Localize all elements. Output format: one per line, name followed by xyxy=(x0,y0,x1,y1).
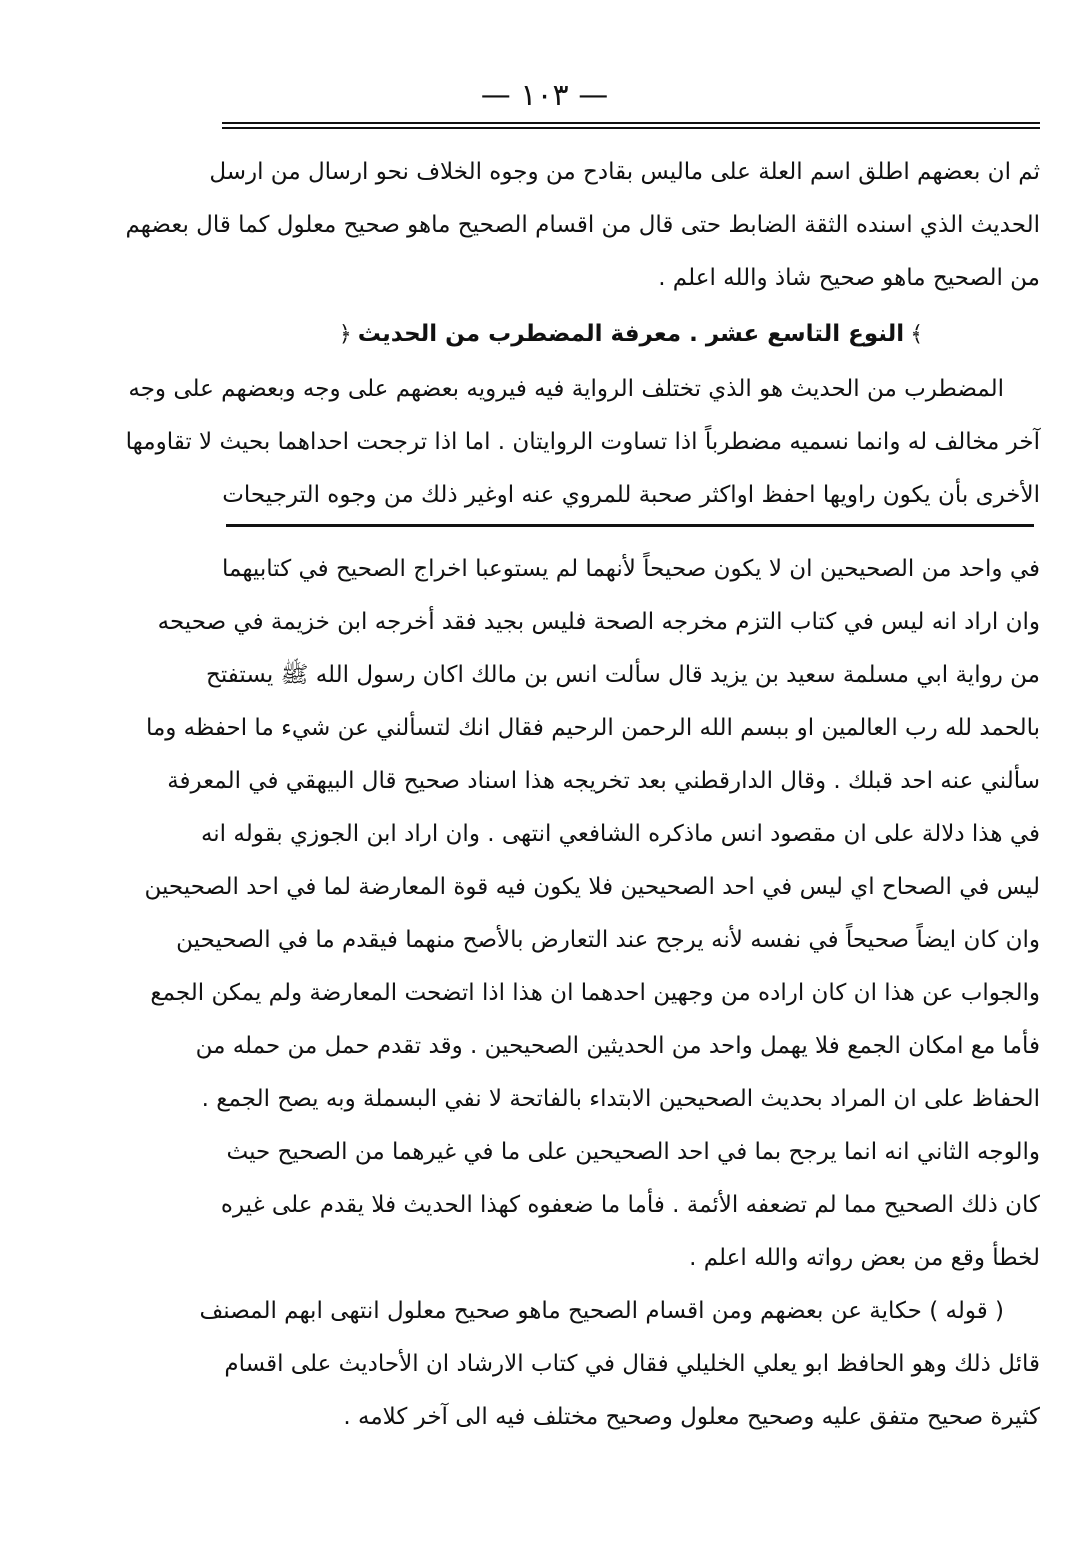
text-line: في هذا دلالة على ان مقصود انس ماذكره الشافعي انتهى . وان اراد ابن الجوزي بقوله انه xyxy=(200,821,1040,847)
text-line: ثم ان بعضهم اطلق اسم العلة على ماليس بقادح من وجوه الخلاف نحو ارسال من ارسل xyxy=(209,159,1040,185)
text-line: والجواب عن هذا ان كان اراده من وجهين احدهما ان هذا اذا اتضحت المعارضة ولم يمكن الجمع xyxy=(150,980,1040,1006)
text-line: الحفاظ على ان المراد بحديث الصحيحين الابتداء بالفاتحة لا نفي البسملة وبه يصح الجمع . xyxy=(201,1086,1040,1112)
text-line: والوجه الثاني انه انما يرجح بما في احد الصحيحين على ما في غيرهما من الصحيح حيث xyxy=(226,1139,1040,1165)
section-heading-text: النوع التاسع عشر . معرفة المضطرب من الحديث xyxy=(357,321,905,347)
text-line: بالحمد لله رب العالمين او ببسم الله الرحمن الرحيم فقال انك لتسألني عن شيء ما احفظه وما xyxy=(145,715,1040,741)
commentary-section xyxy=(144,543,1040,1444)
text-line: فأما مع امكان الجمع فلا يهمل واحد من الحديثين الصحيحين . وقد تقدم حمل من حمله من xyxy=(195,1033,1040,1059)
ornament-icon: ﴿ xyxy=(338,322,352,347)
text-line: الحديث الذي اسنده الثقة الضابط حتى قال من اقسام الصحيح ماهو صحيح معلول كما قال بعضهم xyxy=(125,212,1040,238)
header-double-rule xyxy=(222,122,1040,129)
text-line: في واحد من الصحيحين ان لا يكون صحيحاً لأنهما لم يستوعبا اخراج الصحيح في كتابيهما xyxy=(222,556,1040,582)
text-line: قائل ذلك وهو الحافظ ابو يعلي الخليلي فقال في كتاب الارشاد ان الأحاديث على اقسام xyxy=(224,1351,1040,1377)
text-line: من رواية ابي مسلمة سعيد بن يزيد قال سألت انس بن مالك اكان رسول الله ﷺ يستفتح xyxy=(206,662,1040,688)
text-line: المضطرب من الحديث هو الذي تختلف الرواية فيه فيرويه بعضهم على وجه وبعضهم على وجه xyxy=(128,376,1004,402)
text-line: كثيرة صحيح متفق عليه وصحيح معلول وصحيح مختلف فيه الى آخر كلامه . xyxy=(343,1404,1040,1430)
text-line: ( قوله ) حكاية عن بعضهم ومن اقسام الصحيح ماهو صحيح معلول انتهى ابهم المصنف xyxy=(199,1298,1004,1324)
text-line: آخر مخالف له وانما نسميه مضطرباً اذا تساوت الروايتان . اما اذا ترجحت احداهما بحيث لا تقاومها xyxy=(125,429,1040,455)
section-heading xyxy=(222,305,1040,363)
page-number: — ١٠٣ — xyxy=(480,78,609,113)
text-line: الأخرى بأن يكون راويها احفظ اواكثر صحبة للمروي عنه اوغير ذلك من وجوه الترجيحات xyxy=(222,482,1040,508)
text-line: من الصحيح ماهو صحيح شاذ والله اعلم . xyxy=(658,265,1040,291)
text-line: وان اراد انه ليس في كتاب التزم مخرجه الصحة فليس بجيد فقد أخرجه ابن خزيمة في صحيحه xyxy=(157,609,1040,635)
text-line: سألني عنه احد قبلك . وقال الدارقطني بعد تخريجه هذا اسناد صحيح قال البيهقي في المعرفة xyxy=(167,768,1040,794)
upper-text-section xyxy=(125,146,1040,522)
text-line: لخطأ وقع من بعض رواته والله اعلم . xyxy=(689,1245,1040,1271)
text-line: وان كان ايضاً صحيحاً في نفسه لأنه يرجح عند التعارض بالأصح منهما فيقدم ما في الصحيحين xyxy=(176,927,1040,953)
text-line: ليس في الصحاح اي ليس في احد الصحيحين فلا يكون فيه قوة المعارضة لما في احد الصحيحين xyxy=(144,874,1040,900)
ornament-icon: ﴾ xyxy=(910,322,924,347)
text-line: كان ذلك الصحيح مما لم تضعفه الأئمة . فأما ما ضعفوه كهذا الحديث فلا يقدم على غيره xyxy=(220,1192,1040,1218)
footnote-separator-rule xyxy=(226,524,1034,527)
